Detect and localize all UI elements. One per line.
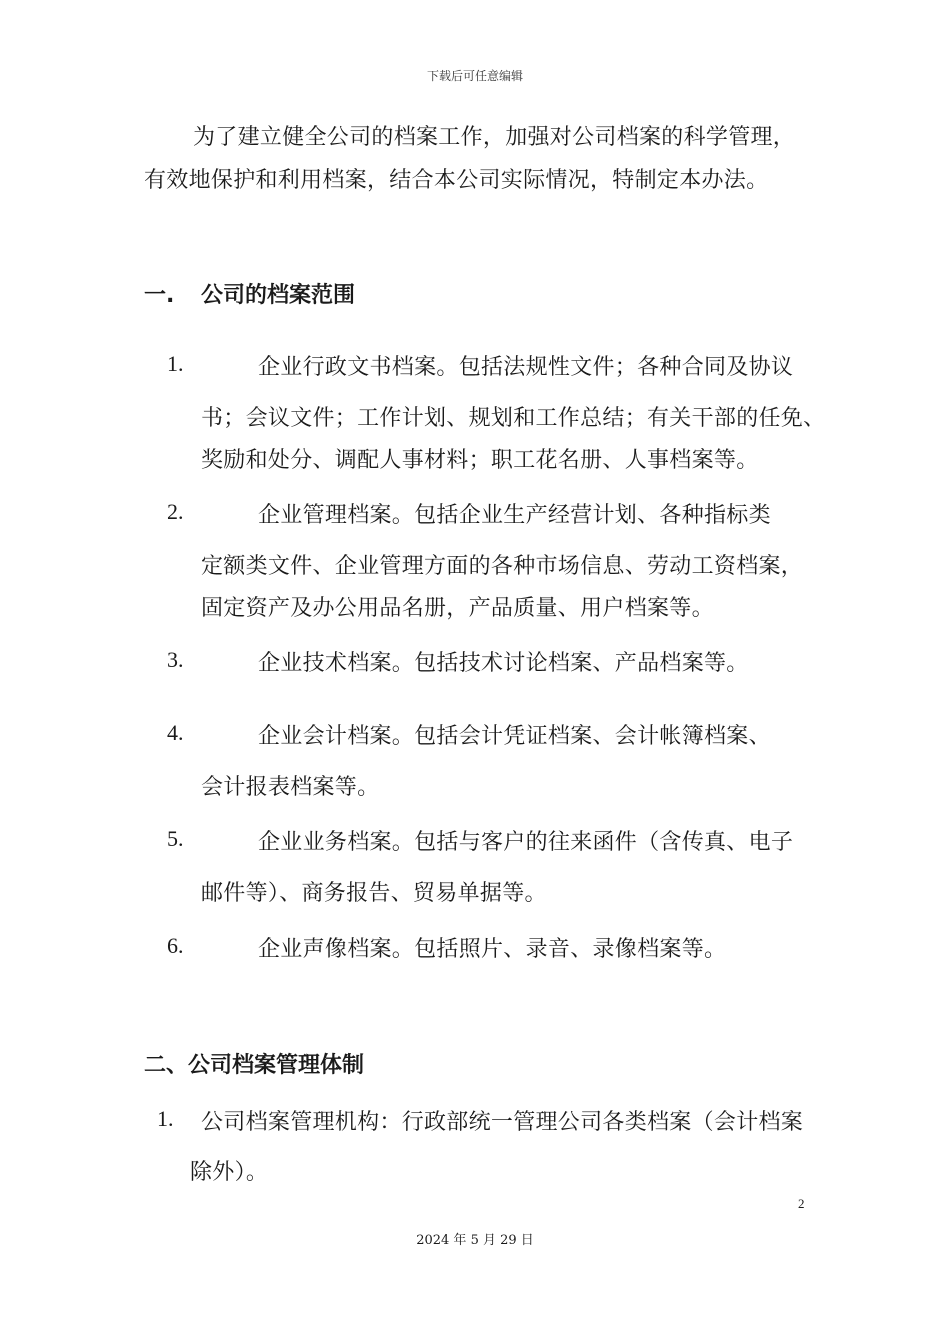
footer-date: 2024 年 5 月 29 日 (416, 1233, 534, 1248)
item-line: 固定资产及办公用品名册，产品质量、用户档案等。 (201, 596, 714, 621)
item-line: 除外）。 (190, 1160, 269, 1185)
item-line: 定额类文件、企业管理方面的各种市场信息、劳动工资档案， (201, 554, 804, 579)
item-number: 1. (157, 1106, 174, 1131)
item-line: 企业行政文书档案。包括法规性文件；各种合同及协议 (258, 355, 794, 380)
item-number: 2. (167, 499, 184, 524)
section1-title: 公司的档案范围 (201, 283, 356, 308)
section1-number: 一. (144, 283, 175, 308)
item-number: 4. (167, 720, 184, 745)
item-line: 企业技术档案。包括技术讨论档案、产品档案等。 (258, 651, 749, 676)
item-line: 企业业务档案。包括与客户的往来函件（含传真、电子 (258, 830, 794, 855)
item-number: 3. (167, 647, 184, 672)
item-line: 企业管理档案。包括企业生产经营计划、各种指标类 (258, 503, 771, 528)
page-header: 下载后可任意编辑 (426, 69, 523, 83)
intro-line-1: 为了建立健全公司的档案工作，加强对公司档案的科学管理， (193, 125, 796, 150)
section2-title: 二、公司档案管理体制 (144, 1053, 365, 1078)
item-line: 书；会议文件；工作计划、规划和工作总结；有关干部的任免、 (201, 406, 826, 431)
page-number: 2 (798, 1196, 805, 1211)
intro-line-2: 有效地保护和利用档案，结合本公司实际情况，特制定本办法。 (144, 168, 769, 193)
item-line: 奖励和处分、调配人事材料；职工花名册、人事档案等。 (201, 448, 759, 473)
item-line: 企业会计档案。包括会计凭证档案、会计帐簿档案、 (258, 724, 771, 749)
item-line: 会计报表档案等。 (201, 775, 380, 800)
item-line: 邮件等）、商务报告、贸易单据等。 (201, 881, 547, 906)
item-number: 6. (167, 933, 184, 958)
item-number: 1. (167, 351, 184, 376)
item-line: 公司档案管理机构：行政部统一管理公司各类档案（会计档案 (201, 1110, 804, 1135)
item-line: 企业声像档案。包括照片、录音、录像档案等。 (258, 937, 727, 962)
item-number: 5. (167, 826, 184, 851)
